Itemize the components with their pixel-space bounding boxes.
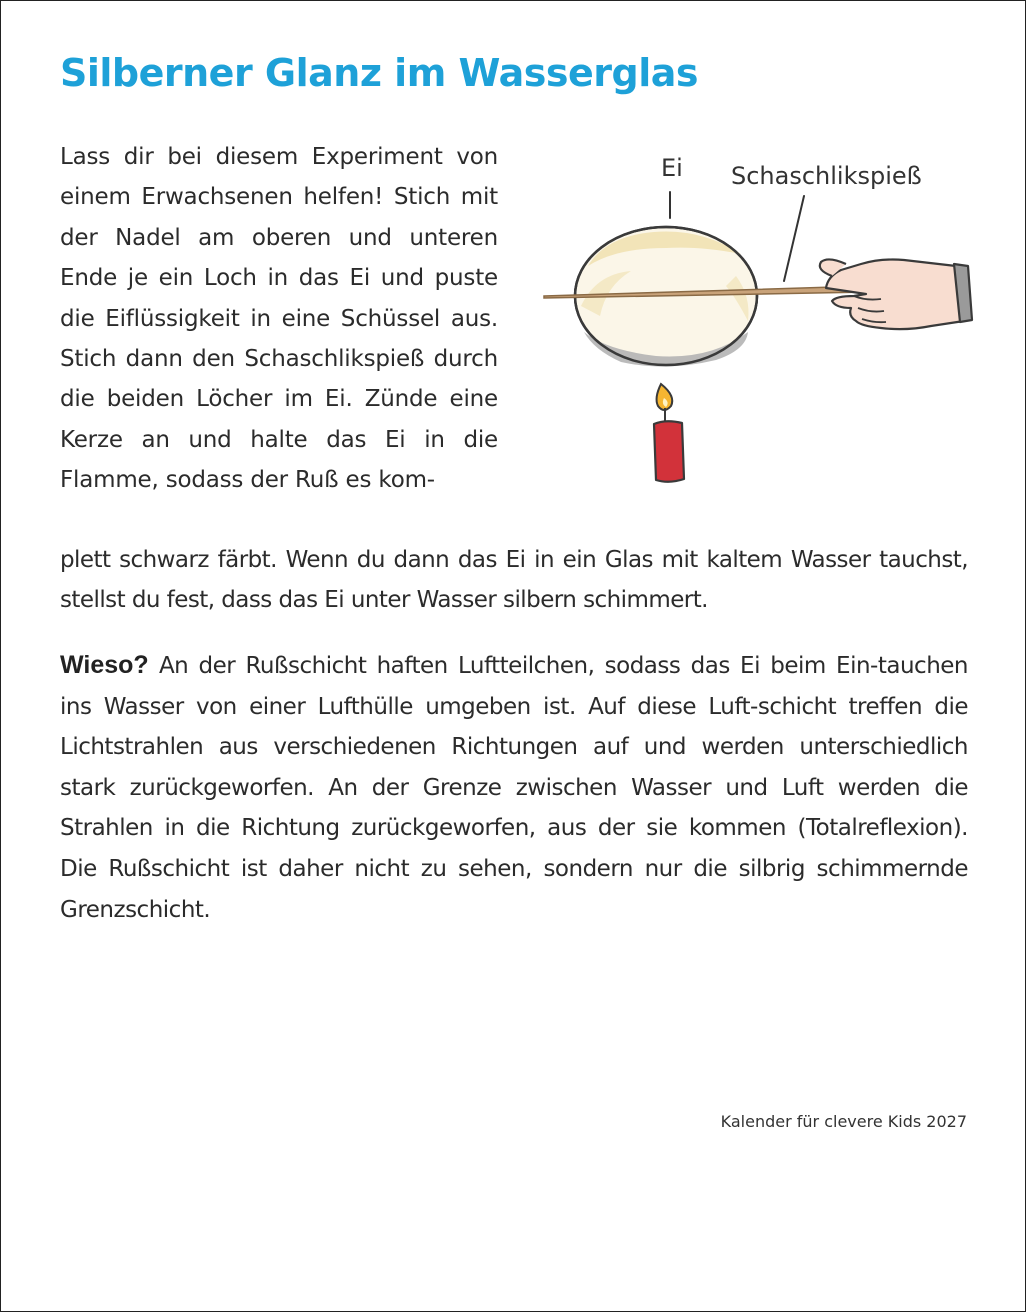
page-title: Silberner Glanz im Wasserglas [60, 51, 698, 95]
explanation-text: An der Rußschicht haften Luftteilchen, sodass das Ei beim Ein-tauchen ins Wasser von einer Lufthülle umgeben ist. Auf diese Luft-schicht treffen die Lichtstrahlen aus verschiedenen Richtungen auf und werden unterschiedlich stark zurückgeworfen. An der Grenze zwischen Wasser und Luft werden die Strahlen in die Richtung zurückgeworfen, aus der sie kommen (Totalreflexion). Die Rußschicht ist daher nicht zu sehen, sondern nur die silbrig schimmernde Grenzschicht. [60, 653, 968, 923]
illustration-svg [536, 136, 981, 496]
continued-paragraph: plett schwarz färbt. Wenn du dann das Ei in ein Glas mit kaltem Wasser tauchst, stellst du fest, dass das Ei unter Wasser silbern schimmert. [60, 547, 968, 614]
experiment-illustration [536, 136, 981, 496]
explanation-heading: Wieso? [60, 651, 149, 679]
label-egg: Ei [661, 154, 683, 182]
skewer-pointer-line [784, 196, 804, 281]
hand-icon [820, 259, 972, 329]
candle-icon [654, 384, 684, 482]
footer-text: Kalender für clevere Kids 2027 [720, 1112, 967, 1131]
label-skewer: Schaschlikspieß [731, 162, 922, 190]
intro-paragraph: Lass dir bei diesem Experiment von einem Erwachsenen helfen! Stich mit der Nadel am oberen und unteren Ende je ein Loch in das Ei und puste die Eiflüssigkeit in eine Schüssel aus. Stich dann den Schaschlikspieß durch die beiden Löcher im Ei. Zünde eine Kerze an und halte das Ei in die Flamme, sodass der Ruß es kom- [60, 144, 498, 494]
explanation-paragraph [60, 645, 968, 930]
